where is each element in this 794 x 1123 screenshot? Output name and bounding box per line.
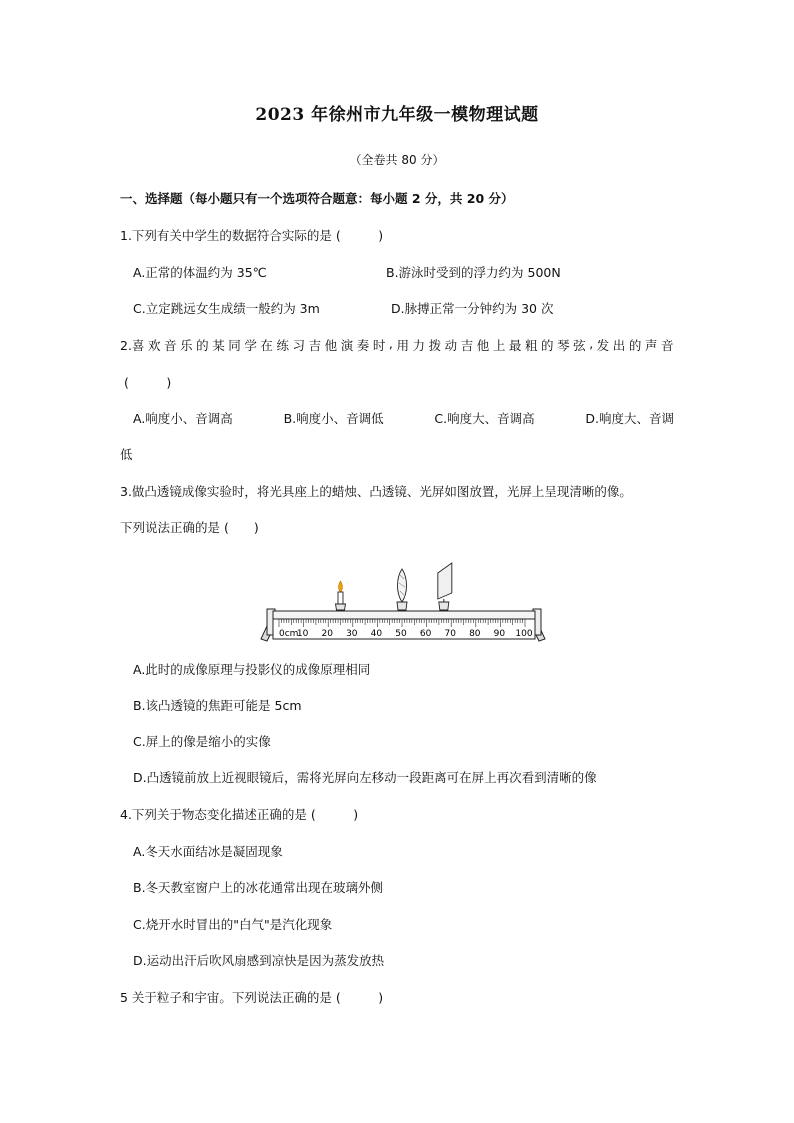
question-2-option-d-wrap: 低 — [120, 447, 133, 462]
question-2-stem-char: 演 — [340, 338, 354, 353]
ruler-tick-label: 10 — [296, 629, 309, 639]
question-2-stem-char: 的 — [196, 338, 209, 353]
ruler-tick-label: 80 — [469, 629, 481, 639]
ruler-tick-label: 100 — [515, 629, 533, 639]
question-2-stem-char: 出 — [612, 338, 626, 353]
question-2-option-a: A.响度小、音调高 — [133, 411, 233, 426]
question-2-option-c: C.响度大、音调高 — [434, 411, 535, 426]
question-2-stem-char: 弦 — [573, 338, 586, 353]
question-2-stem-char: 他 — [476, 338, 490, 353]
question-2-options — [133, 409, 674, 427]
question-2-stem-char: 声 — [644, 338, 658, 353]
question-2-stem-char: 拨 — [428, 338, 442, 353]
question-2-stem-char: 上 — [492, 338, 506, 353]
question-2-stem-char: 用 — [396, 338, 409, 353]
question-2-stem-char: 他 — [324, 338, 338, 353]
ruler-tick-label: 30 — [346, 629, 358, 639]
question-2-stem-char: 音 — [660, 338, 674, 353]
question-2-stem-char: 动 — [444, 338, 458, 353]
question-2-stem-char: 习 — [292, 338, 306, 353]
section-heading: 一、选择题（每小题只有一个选项符合题意：每小题 2 分，共 20 分） — [120, 191, 514, 206]
question-3-option-c: C.屏上的像是缩小的实像 — [133, 734, 271, 749]
question-3-stem: 3.做凸透镜成像实验时，将光具座上的蜡烛、凸透镜、光屏如图放置，光屏上呈现清晰的像。 — [120, 484, 632, 499]
ruler-tick-label: 20 — [321, 629, 333, 639]
page-subtitle: （全卷共 80 分） — [349, 153, 445, 167]
question-2-option-b: B.响度小、音调低 — [283, 411, 384, 426]
ruler-tick-label: 60 — [419, 629, 432, 639]
question-2-stem-char: 学 — [244, 338, 257, 353]
question-4-option-d: D.运动出汗后吹风扇感到凉快是因为蒸发放热 — [133, 953, 385, 968]
ruler-tick-label: 50 — [395, 629, 407, 639]
question-2-stem — [120, 336, 674, 354]
question-4-stem: 4.下列关于物态变化描述正确的是 ( ) — [120, 807, 359, 822]
question-4-option-b: B.冬天教室窗户上的冰花通常出现在玻璃外侧 — [133, 880, 384, 895]
ruler-tick-label: 70 — [444, 629, 456, 639]
light-screen — [438, 563, 452, 610]
candle — [336, 581, 346, 610]
question-2-stem-char: 琴 — [557, 338, 570, 353]
flame-icon — [339, 581, 343, 592]
question-2-stem-char: 某 — [212, 338, 225, 353]
screen-panel — [438, 563, 452, 599]
question-1-option-b: B.游泳时受到的浮力约为 500N — [386, 265, 561, 280]
question-5-stem: 5 关于粒子和宇宙。下列说法正确的是 ( ) — [120, 990, 384, 1005]
question-2-stem-char: 吉 — [460, 338, 474, 353]
question-3-option-a: A.此时的成像原理与投影仪的成像原理相同 — [133, 662, 371, 677]
question-2-stem-char: 在 — [260, 338, 273, 353]
question-2-stem-char: 力 — [412, 338, 426, 353]
question-1-stem: 1.下列有关中学生的数据符合实际的是 ( ) — [120, 228, 384, 243]
question-2-stem-char: 的 — [628, 338, 642, 353]
question-3-stem-continued: 下列说法正确的是 ( ) — [120, 520, 259, 535]
question-2-stem-char: 吉 — [308, 338, 322, 353]
question-1-option-a: A.正常的体温约为 35℃ — [133, 265, 267, 280]
question-2-stem-char: 欢 — [147, 338, 161, 353]
rail-top — [273, 611, 535, 619]
candle-holder — [336, 604, 346, 610]
page-title: 2023 年徐州市九年级一模物理试题 — [255, 105, 539, 125]
ruler-tick-label: 0cm — [279, 629, 299, 639]
question-2-stem-char: 同 — [228, 338, 241, 353]
question-4-option-c: C.烧开水时冒出的"白气"是汽化现象 — [133, 917, 333, 932]
convex-lens — [397, 569, 407, 610]
question-2-stem-char: 2.喜 — [120, 338, 145, 353]
ruler-tick-label: 90 — [493, 629, 506, 639]
lens-holder — [397, 602, 407, 610]
question-2-stem-char: 时 — [372, 338, 386, 353]
question-4-option-a: A.冬天水面结冰是凝固现象 — [133, 844, 283, 859]
question-2-stem-char: 练 — [276, 338, 289, 353]
question-3-option-d: D.凸透镜前放上近视眼镜后，需将光屏向左移动一段距离可在屏上再次看到清晰的像 — [133, 770, 597, 785]
question-2-stem-char: 奏 — [356, 338, 370, 353]
ruler-tick-label: 40 — [370, 629, 383, 639]
question-1-option-d: D.脉搏正常一分钟约为 30 次 — [391, 301, 554, 316]
optical-bench-figure — [255, 555, 555, 647]
question-2-stem-continued: ( ) — [124, 375, 172, 390]
question-2-stem-char: 的 — [541, 338, 554, 353]
question-2-stem-char: 乐 — [180, 338, 193, 353]
question-2-stem-char: 最 — [508, 338, 522, 353]
question-2-stem-char: 发 — [596, 338, 610, 353]
question-2-option-d: D.响度大、音调 — [585, 411, 674, 426]
question-2-stem-char: , — [589, 336, 594, 351]
question-1-option-c: C.立定跳远女生成绩一般约为 3m — [133, 301, 320, 316]
question-2-stem-char: , — [388, 336, 393, 351]
screen-holder — [439, 602, 449, 610]
question-2-stem-char: 音 — [164, 338, 177, 353]
candle-body — [338, 592, 343, 604]
question-2-stem-char: 粗 — [524, 338, 538, 353]
lens-body — [398, 569, 407, 602]
question-3-option-b: B.该凸透镜的焦距可能是 5cm — [133, 698, 302, 713]
